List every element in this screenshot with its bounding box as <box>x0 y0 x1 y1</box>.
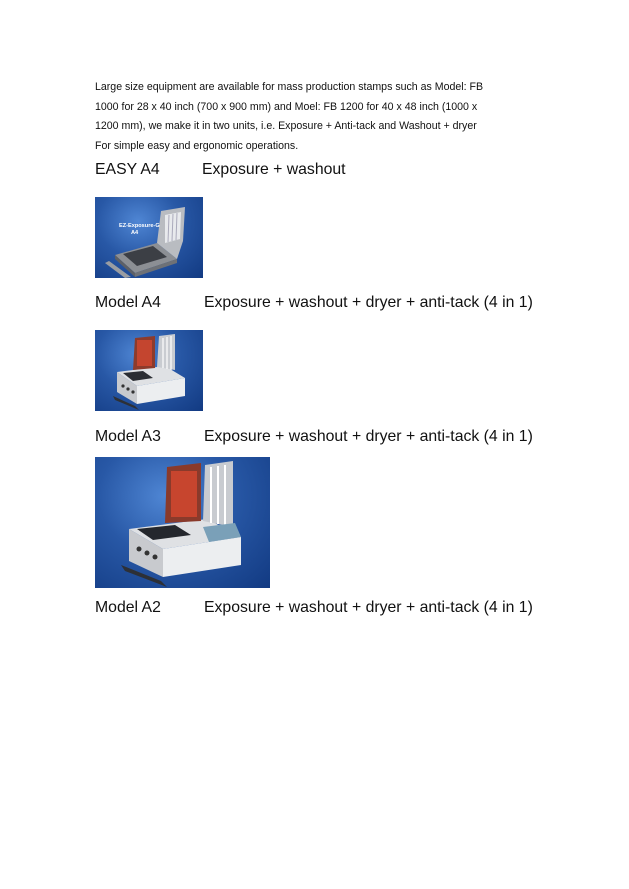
model-a3-machine-image <box>95 457 270 588</box>
product-heading-model-a2 <box>95 599 533 617</box>
model-description: Exposure + washout + dryer + anti-tack (4 in 1) <box>204 294 533 311</box>
model-a3-machine-illustration <box>95 457 270 588</box>
easy-a4-machine-image <box>95 197 203 278</box>
model-a4-machine-illustration <box>95 330 203 411</box>
easy-a4-machine-illustration <box>95 197 203 278</box>
intro-line: 1200 mm), we make it in two units, i.e. Exposure + Anti-tack and Washout + dryer <box>95 120 477 132</box>
model-name: Model A3 <box>95 428 161 445</box>
intro-line: For simple easy and ergonomic operations. <box>95 139 299 152</box>
model-a4-machine-image <box>95 330 203 411</box>
model-name: Model A2 <box>95 599 161 616</box>
product-heading-easy-a4 <box>95 161 346 179</box>
image-label-line1: EZ-Exposure-G <box>119 223 160 229</box>
intro-line: 1000 for 28 x 40 inch (700 x 900 mm) and Moel: FB 1200 for 40 x 48 inch (1000 x <box>95 100 478 113</box>
model-description: Exposure + washout + dryer + anti-tack (4 in 1) <box>204 428 533 445</box>
product-heading-model-a4 <box>95 294 533 312</box>
model-description: Exposure + washout + dryer + anti-tack (4 in 1) <box>204 599 533 616</box>
image-label-line2: A4 <box>131 230 139 236</box>
intro-paragraph <box>95 78 535 156</box>
product-heading-model-a3 <box>95 428 533 446</box>
intro-line: Large size equipment are available for mass production stamps such as Model: FB <box>95 81 484 93</box>
model-description: Exposure + washout <box>202 161 346 178</box>
model-name: EASY A4 <box>95 161 160 178</box>
model-name: Model A4 <box>95 294 161 311</box>
